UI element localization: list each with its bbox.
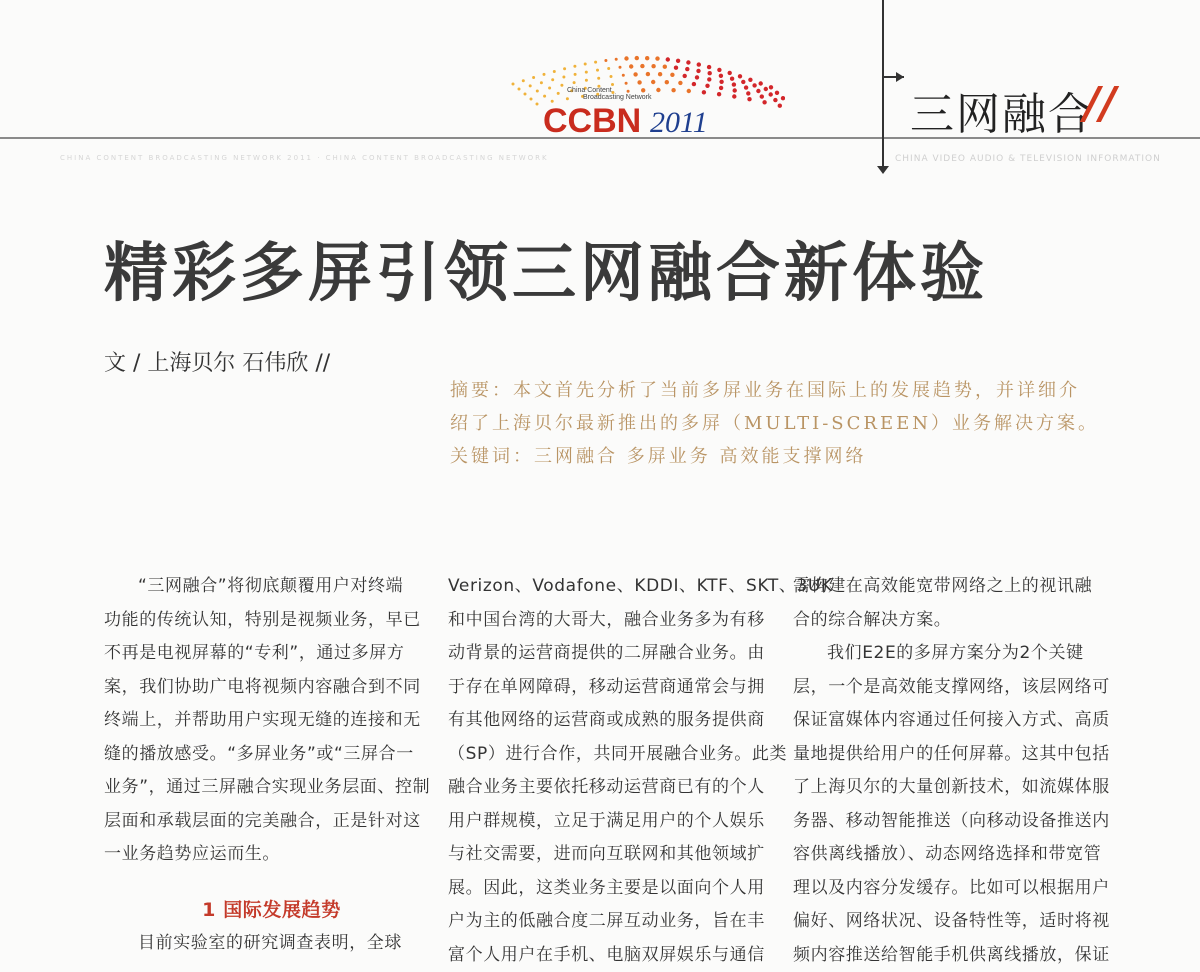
text-line: 用户群规模，立足于满足用户的个人娱乐	[448, 805, 783, 839]
logo-dot	[573, 65, 576, 68]
text-line: 层面和承载层面的完美融合，正是针对这	[104, 805, 439, 839]
logo-dot	[563, 67, 566, 70]
section-slash: //	[1084, 78, 1116, 129]
logo-dot	[728, 71, 732, 75]
logo-dot	[670, 73, 674, 77]
logo-dot	[548, 87, 551, 90]
logo-dot	[732, 82, 736, 86]
text-line: 与社交需要，进而向互联网和其他领域扩	[448, 838, 783, 872]
text-line: 于存在单网障碍，移动运营商通常会与拥	[448, 671, 783, 705]
article-title: 精彩多屏引领三网融合新体验	[104, 222, 988, 314]
text-line: 不再是电视屏幕的“专利”，通过多屏方	[104, 637, 439, 671]
logo-dot	[708, 71, 712, 75]
text-line: 功能的传统认知，特别是视频业务，早已	[104, 604, 439, 638]
logo-dot	[562, 76, 565, 79]
abstract-block	[450, 374, 1130, 473]
logo-dot	[769, 92, 773, 96]
logo-dot	[760, 94, 764, 98]
logo-dot	[773, 98, 777, 102]
logo-dot	[518, 88, 521, 91]
logo-dot	[566, 97, 569, 100]
keywords-line: 关键词：三网融合 多屏业务 高效能支撑网络	[450, 440, 1130, 473]
text-line: 务器、移动智能推送（向移动设备推送内	[793, 805, 1128, 839]
logo-dot	[674, 66, 678, 70]
logo-dot	[540, 81, 543, 84]
logo-dot	[719, 74, 723, 78]
byline: 文 / 上海贝尔 石伟欣 //	[104, 346, 330, 377]
arrow-down-icon	[877, 166, 889, 174]
logo-dot	[512, 83, 515, 86]
logo-dot	[629, 64, 633, 68]
logo-dot	[532, 76, 535, 79]
body-column-3	[793, 570, 1128, 972]
body-column-1	[104, 570, 439, 961]
logo-dot	[744, 85, 748, 89]
logo-dot	[536, 90, 539, 93]
logo-dot	[585, 71, 588, 74]
arrow-right-icon	[896, 72, 904, 82]
logo-dot	[678, 81, 682, 85]
logo-dot	[615, 58, 618, 61]
logo-dot	[730, 77, 734, 81]
logo-dot	[778, 104, 782, 108]
logo-dot	[697, 62, 701, 66]
section-title: 三网融合	[910, 78, 1094, 142]
logo-dot	[775, 91, 779, 95]
logo-dot	[611, 83, 614, 86]
logo-dot	[733, 88, 737, 92]
body-column-2	[448, 570, 783, 972]
logo-dot	[692, 82, 696, 86]
logo-dot	[584, 63, 587, 66]
section-heading: 1 国际发展趋势	[104, 894, 439, 928]
text-line: 理以及内容分发缓存。比如可以根据用户	[793, 872, 1128, 906]
header-faint-text-left: CHINA CONTENT BROADCASTING NETWORK 2011 · CHINA CONTENT BROADCASTING NETWORK	[60, 154, 600, 162]
logo-dot	[695, 75, 699, 79]
logo-dot	[610, 75, 613, 78]
logo-dot	[696, 69, 700, 73]
logo-dot	[607, 67, 610, 70]
logo-dot	[756, 89, 760, 93]
logo-dot	[530, 98, 533, 101]
logo-dot	[719, 80, 723, 84]
text-line: 户为主的低融合度二屏互动业务，旨在丰	[448, 905, 783, 939]
text-line: （SP）进行合作，共同开展融合业务。此类	[448, 738, 783, 772]
logo-dot	[633, 72, 637, 76]
text-line: 展。因此，这类业务主要是以面向个人用	[448, 872, 783, 906]
logo-dot	[529, 84, 532, 87]
text-line: 频内容推送给智能手机供离线播放，保证	[793, 939, 1128, 972]
logo-dot	[658, 72, 662, 76]
text-line: 终端上，并帮助用户实现无缝的连接和无	[104, 704, 439, 738]
text-line: 容供离线播放）、动态网络选择和带宽管	[793, 838, 1128, 872]
text-line: 需构建在高效能宽带网络之上的视讯融	[793, 570, 1128, 604]
logo-dot	[762, 100, 766, 104]
abstract-line: 摘要：本文首先分析了当前多屏业务在国际上的发展趋势，并详细介	[450, 374, 1130, 407]
abstract-line: 绍了上海贝尔最新推出的多屏（MULTI-SCREEN）业务解决方案。	[450, 407, 1130, 440]
logo-dot	[656, 88, 660, 92]
logo-dot	[640, 64, 644, 68]
logo-dot	[551, 78, 554, 81]
logo-dot	[641, 88, 645, 92]
text-line: Verizon、Vodafone、KDDI、KTF、SKT、3UK	[448, 570, 783, 604]
text-line: 偏好、网络状况、设备特性等，适时将视	[793, 905, 1128, 939]
logo-dot	[645, 56, 649, 60]
logo-dot	[522, 79, 525, 82]
logo-dot	[594, 61, 597, 64]
logo-dot	[596, 69, 599, 72]
text-line: “三网融合”将彻底颠覆用户对终端	[104, 570, 439, 604]
logo-dot	[686, 60, 690, 64]
logo-dot	[651, 64, 655, 68]
logo-dot	[719, 86, 723, 90]
text-line: 案，我们协助广电将视频内容融合到不同	[104, 671, 439, 705]
logo-dot	[619, 66, 622, 69]
logo-dot	[685, 67, 689, 71]
logo-dot	[543, 73, 546, 76]
logo-dot	[687, 89, 691, 93]
text-line: 缝的播放感受。“多屏业务”或“三屏合一	[104, 738, 439, 772]
logo-brand: CCBN	[543, 102, 641, 136]
logo-dot	[764, 87, 768, 91]
logo-line1: China Content	[567, 87, 612, 94]
logo-dot	[536, 103, 539, 106]
text-line: 业务”，通过三屏融合实现业务层面、控制	[104, 771, 439, 805]
logo-dot	[683, 74, 687, 78]
logo-dot	[646, 72, 650, 76]
logo-dot	[557, 92, 560, 95]
logo-dot	[663, 65, 667, 69]
logo-dot	[637, 80, 641, 84]
text-line: 动背景的运营商提供的二屏融合业务。由	[448, 637, 783, 671]
header-faint-text-right: CHINA VIDEO AUDIO & TELEVISION INFORMATION	[895, 154, 1200, 164]
logo-dot	[635, 56, 639, 60]
logo-dot	[752, 83, 756, 87]
logo-dot	[671, 88, 675, 92]
logo-dot	[597, 77, 600, 80]
logo-dot	[738, 74, 742, 78]
text-line: 一业务趋势应运而生。	[104, 838, 439, 872]
logo-dot	[655, 56, 659, 60]
logo-dot	[707, 65, 711, 69]
logo-dot	[717, 68, 721, 72]
logo-dot	[665, 80, 669, 84]
text-line: 富个人用户在手机、电脑双屏娱乐与通信	[448, 939, 783, 972]
logo-dot	[747, 97, 751, 101]
logo-dot	[604, 59, 607, 62]
logo-year: 2011	[650, 106, 708, 136]
logo-dot	[585, 79, 588, 82]
logo-dot	[666, 57, 670, 61]
logo-dot	[759, 81, 763, 85]
text-line: 融合业务主要依托移动运营商已有的个人	[448, 771, 783, 805]
text-line: 量地提供给用户的任何屏幕。这其中包括	[793, 738, 1128, 772]
logo-dot	[524, 93, 527, 96]
text-line: 了上海贝尔的大量创新技术，如流媒体服	[793, 771, 1128, 805]
logo-dot	[781, 96, 785, 100]
logo-dot	[705, 84, 709, 88]
logo-dot	[553, 70, 556, 73]
logo-dot	[676, 59, 680, 63]
logo-dot	[627, 90, 630, 93]
header-vertical-line	[882, 0, 884, 170]
ccbn-logo	[505, 36, 785, 136]
logo-dot	[622, 74, 625, 77]
text-line: 我们E2E的多屏方案分为2个关键	[793, 637, 1128, 671]
text-line: 有其他网络的运营商或成熟的服务提供商	[448, 704, 783, 738]
text-line: 保证富媒体内容通过任何接入方式、高质	[793, 704, 1128, 738]
text-line: 层，一个是高效能支撑网络，该层网络可	[793, 671, 1128, 705]
logo-dot	[543, 95, 546, 98]
text-line: 和中国台湾的大哥大，融合业务多为有移	[448, 604, 783, 638]
text-line: 合的综合解决方案。	[793, 604, 1128, 638]
logo-dot	[573, 81, 576, 84]
text-line: 目前实验室的研究调查表明，全球	[104, 927, 439, 961]
logo-dot	[624, 56, 628, 60]
logo-dot	[702, 90, 706, 94]
logo-dot	[574, 73, 577, 76]
logo-dot	[746, 91, 750, 95]
logo-dot	[625, 82, 628, 85]
logo-dot	[717, 92, 721, 96]
logo-dot	[769, 85, 773, 89]
logo-dot	[732, 94, 736, 98]
logo-dot	[741, 80, 745, 84]
logo-dot	[707, 77, 711, 81]
logo-dot	[651, 80, 655, 84]
logo-dot	[560, 84, 563, 87]
logo-line2: Broadcasting Network	[583, 94, 652, 101]
logo-dot	[748, 78, 752, 82]
